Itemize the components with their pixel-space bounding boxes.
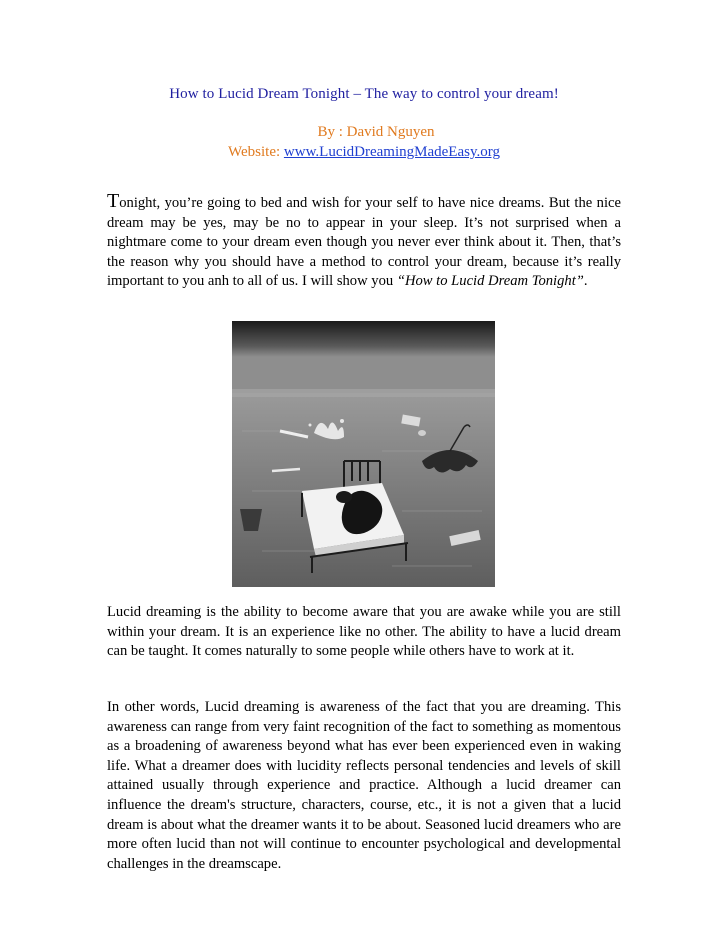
dream-photo	[232, 321, 495, 587]
website-label: Website:	[228, 144, 281, 160]
intro-paragraph	[107, 192, 621, 292]
website-line	[0, 144, 728, 161]
intro-body: onight, you’re going to bed and wish for your self to have nice dreams. But the nice dream may be yes, may be no to appear in your sleep. It’s not surprised when a nightmare come to your dream even though you never ever think about it. Then, that’s the reason why you should have a method to control your dream, because it’s really important to you anh to all of us. I will show you	[107, 195, 621, 290]
paragraph-2: Lucid dreaming is the ability to become aware that you are awake while you are still within your dream. It is an experience like no other. The ability to have a lucid dream can be taught. It comes naturally to some people while others have to work at it.	[107, 604, 621, 660]
paragraph-3: In other words, Lucid dreaming is awareness of the fact that you are dreaming. This awareness can range from very faint recognition of the fact to something as momentous as a broadening of awareness beyond what has ever been experienced even in waking life. What a dreamer does with lucidity reflects personal tendencies and levels of skill attained usually through experience and practice. Although a lucid dreamer can influence the dream's structure, characters, course, etc., it is not a given that a lucid dream is about what the dreamer wants it to be about. Seasoned lucid dreamers who are more often lucid than not will continue to encounter psychological and developmental challenges in the dreamscape.	[107, 699, 621, 872]
intro-italic-title: “How to Lucid Dream Tonight”	[396, 273, 584, 290]
intro-end: .	[583, 273, 588, 290]
website-link[interactable]: www.LucidDreamingMadeEasy.org	[283, 144, 500, 160]
author-line	[0, 124, 728, 141]
document-title: How to Lucid Dream Tonight – The way to control your dream!	[169, 86, 559, 102]
author-name: By : David Nguyen	[317, 124, 435, 140]
drop-letter: T	[107, 190, 120, 212]
